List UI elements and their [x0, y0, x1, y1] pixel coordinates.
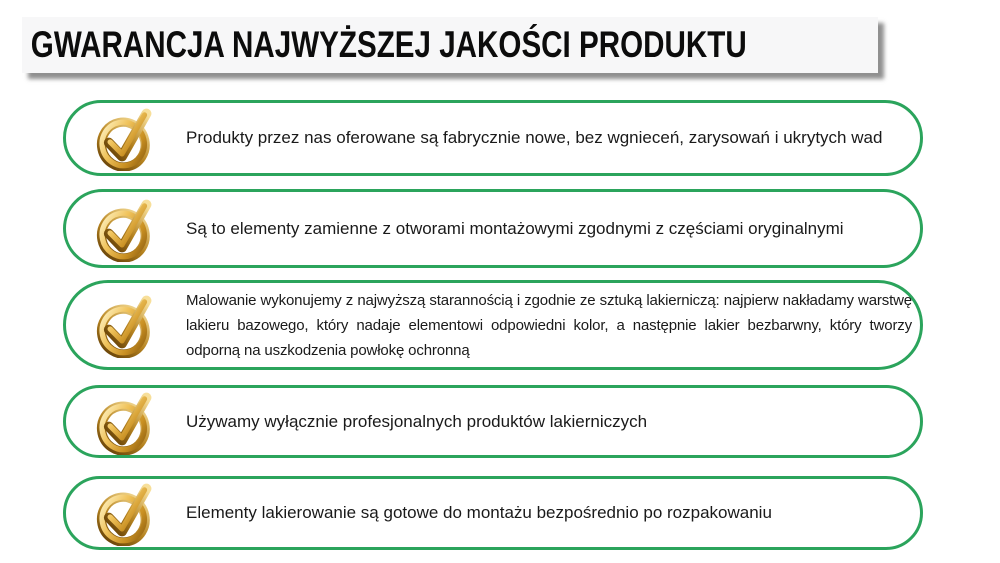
gold-check-icon: [92, 389, 160, 455]
gold-check-icon-svg: [92, 389, 160, 455]
gold-check-icon: [92, 480, 160, 546]
gold-check-icon-svg: [92, 480, 160, 546]
guarantee-item: [63, 280, 923, 370]
gold-check-icon: [92, 105, 160, 171]
gold-check-icon: [92, 292, 160, 358]
gold-check-icon: [92, 196, 160, 262]
guarantee-text: Używamy wyłącznie profesjonalnych produktów lakierniczych: [186, 411, 648, 431]
guarantee-text: Są to elementy zamienne z otworami montażowymi zgodnymi z częściami oryginalnymi: [186, 218, 844, 238]
guarantee-text: Malowanie wykonujemy z najwyższą starannością i zgodnie ze sztuką lakierniczą: najpierw nakładamy warstwę lakieru bazowego, który nadaje elementowi odpowiedni kolor, a następnie lakier bezbarwny, który tworzy odporną na uszkodzenia powłokę ochronną: [186, 291, 912, 359]
guarantee-item: [63, 476, 923, 550]
guarantee-text: Elementy lakierowanie są gotowe do montażu bezpośrednio po rozpakowaniu: [186, 503, 772, 522]
title-bar: [22, 17, 878, 73]
guarantee-list: [63, 100, 923, 550]
gold-check-icon-svg: [92, 292, 160, 358]
guarantee-text: Produkty przez nas oferowane są fabrycznie nowe, bez wgnieceń, zarysowań i ukrytych wad: [186, 128, 883, 147]
guarantee-item: [63, 385, 923, 458]
page-title: GWARANCJA NAJWYŻSZEJ JAKOŚCI PRODUKTU: [30, 24, 747, 65]
guarantee-item: [63, 100, 923, 176]
gold-check-icon-svg: [92, 105, 160, 171]
gold-check-icon-svg: [92, 196, 160, 262]
guarantee-item: [63, 189, 923, 268]
